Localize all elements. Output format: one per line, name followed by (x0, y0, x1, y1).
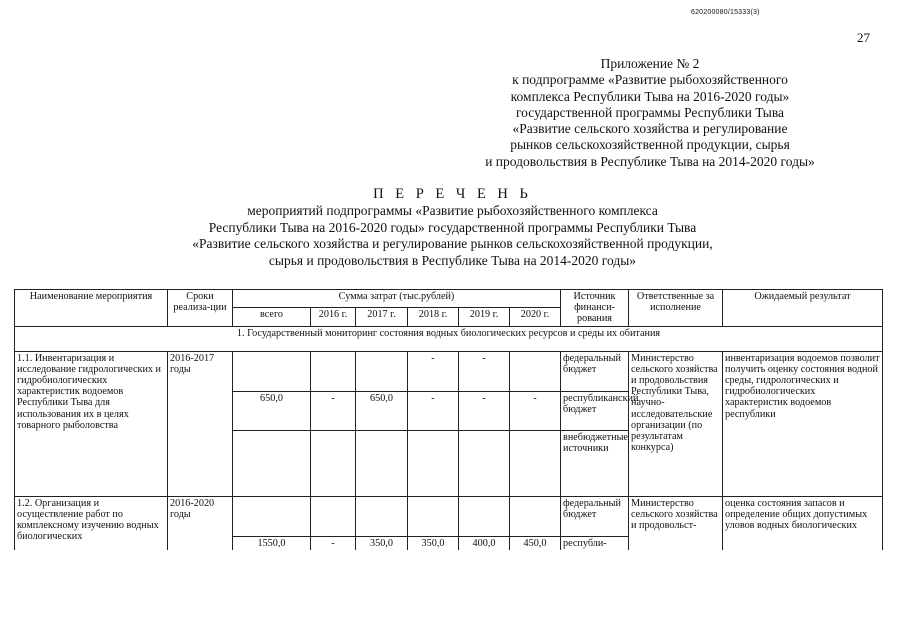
cell-2016 (311, 351, 356, 391)
header-cost-group: Сумма затрат (тыс.рублей) (233, 290, 561, 308)
cell-2020 (510, 430, 561, 496)
page-number: 27 (857, 30, 870, 45)
cell-2020: - (510, 391, 561, 430)
header-2020: 2020 г. (510, 308, 561, 326)
title-heading: П Е Р Е Ч Е Н Ь (373, 186, 532, 202)
cell-total: 1550,0 (233, 536, 311, 550)
header-total: всего (233, 308, 311, 326)
measure-period: 2016-2020 годы (168, 496, 233, 550)
document-code: 620200080/15333(3) (691, 9, 760, 16)
cell-total: 650,0 (233, 391, 311, 430)
cell-2018 (408, 496, 459, 536)
header-responsible: Ответственные за исполнение (629, 290, 723, 327)
cell-2019: 400,0 (459, 536, 510, 550)
cell-2016 (311, 430, 356, 496)
header-source: Источник финанси-рования (561, 290, 629, 327)
cell-2017 (356, 430, 408, 496)
cell-2020: 450,0 (510, 536, 561, 550)
cell-source: республи- (561, 536, 629, 550)
cell-source: республиканский бюджет (561, 391, 629, 430)
cell-total (233, 351, 311, 391)
cell-2017: 350,0 (356, 536, 408, 550)
header-2019: 2019 г. (459, 308, 510, 326)
document-title (0, 186, 905, 269)
cell-2018: 350,0 (408, 536, 459, 550)
title-subtitle (0, 203, 905, 269)
subtitle-line: Республики Тыва на 2016-2020 годы» государственной программы Республики Тыва (208, 219, 697, 235)
measure-result: оценка состояния запасов и определение общих допустимых уловов водных биологических (723, 496, 883, 550)
cell-source: внебюджетные источники (561, 430, 629, 496)
appendix-line: государственной программы Республики Тыва (515, 104, 785, 120)
measures-table (14, 289, 883, 550)
measure-responsible: Министерство сельского хозяйства и продовольст- (629, 496, 723, 550)
cell-2016 (311, 496, 356, 536)
measure-responsible: Министерство сельского хозяйства и продовольствия Республики Тыва, научно-исследовательские организации (по результатам конкурса) (629, 351, 723, 496)
header-result: Ожидаемый результат (723, 290, 883, 327)
header-name: Наименование мероприятия (15, 290, 168, 327)
cell-2017: 650,0 (356, 391, 408, 430)
cell-2019: - (459, 391, 510, 430)
cell-total (233, 496, 311, 536)
cell-total (233, 430, 311, 496)
cell-2018: - (408, 391, 459, 430)
subtitle-line: «Развитие сельского хозяйства и регулирование рынков сельскохозяйственной продукции, (192, 236, 713, 251)
measure-period: 2016-2017 годы (168, 351, 233, 496)
header-2017: 2017 г. (356, 308, 408, 326)
section-row (15, 326, 883, 351)
cell-2019 (459, 496, 510, 536)
appendix-line: рынков сельскохозяйственной продукции, сырья (510, 137, 790, 153)
cell-2016: - (311, 536, 356, 550)
measure-result: инвентаризация водоемов позволит получить оценку состояния водной среды, гидрологических и гидробиологических характеристик водоемов республики (723, 351, 883, 496)
appendix-line: и продовольствия в Республике Тыва на 2014-2020 годы» (485, 153, 815, 169)
cell-2016: - (311, 391, 356, 430)
header-2016: 2016 г. (311, 308, 356, 326)
table-row (15, 351, 883, 391)
cell-source: федеральный бюджет (561, 351, 629, 391)
table-row (15, 496, 883, 536)
header-period: Сроки реализа-ции (168, 290, 233, 327)
table-header-row (15, 290, 883, 308)
cell-2019 (459, 430, 510, 496)
subtitle-line: сырья и продовольствия в Республике Тыва на 2014-2020 годы» (268, 252, 637, 268)
measure-name: 1.2. Организация и осуществление работ по комплексному изучению водных биологических (15, 496, 168, 550)
appendix-line: к подпрограмме «Развитие рыбохозяйственного (512, 72, 788, 88)
appendix-line: «Развитие сельского хозяйства и регулирование (512, 121, 788, 137)
cell-source: федеральный бюджет (561, 496, 629, 536)
cell-2019: - (459, 351, 510, 391)
cell-2017 (356, 351, 408, 391)
cell-2017 (356, 496, 408, 536)
header-2018: 2018 г. (408, 308, 459, 326)
measure-name: 1.1. Инвентаризация и исследование гидрологических и гидробиологических характеристик водоемов Республики Тыва для использования их в целях товарного рыболовства (15, 351, 168, 496)
cell-2018: - (408, 351, 459, 391)
cell-2020 (510, 496, 561, 536)
subtitle-line: мероприятий подпрограммы «Развитие рыбохозяйственного комплекса (247, 203, 658, 218)
cell-2020 (510, 351, 561, 391)
appendix-header (430, 56, 870, 170)
section-title: 1. Государственный мониторинг состояния водных биологических ресурсов и среды их обитания (15, 326, 883, 351)
appendix-line: комплекса Республики Тыва на 2016-2020 годы» (510, 88, 790, 104)
cell-2018 (408, 430, 459, 496)
appendix-line: Приложение № 2 (600, 56, 700, 71)
